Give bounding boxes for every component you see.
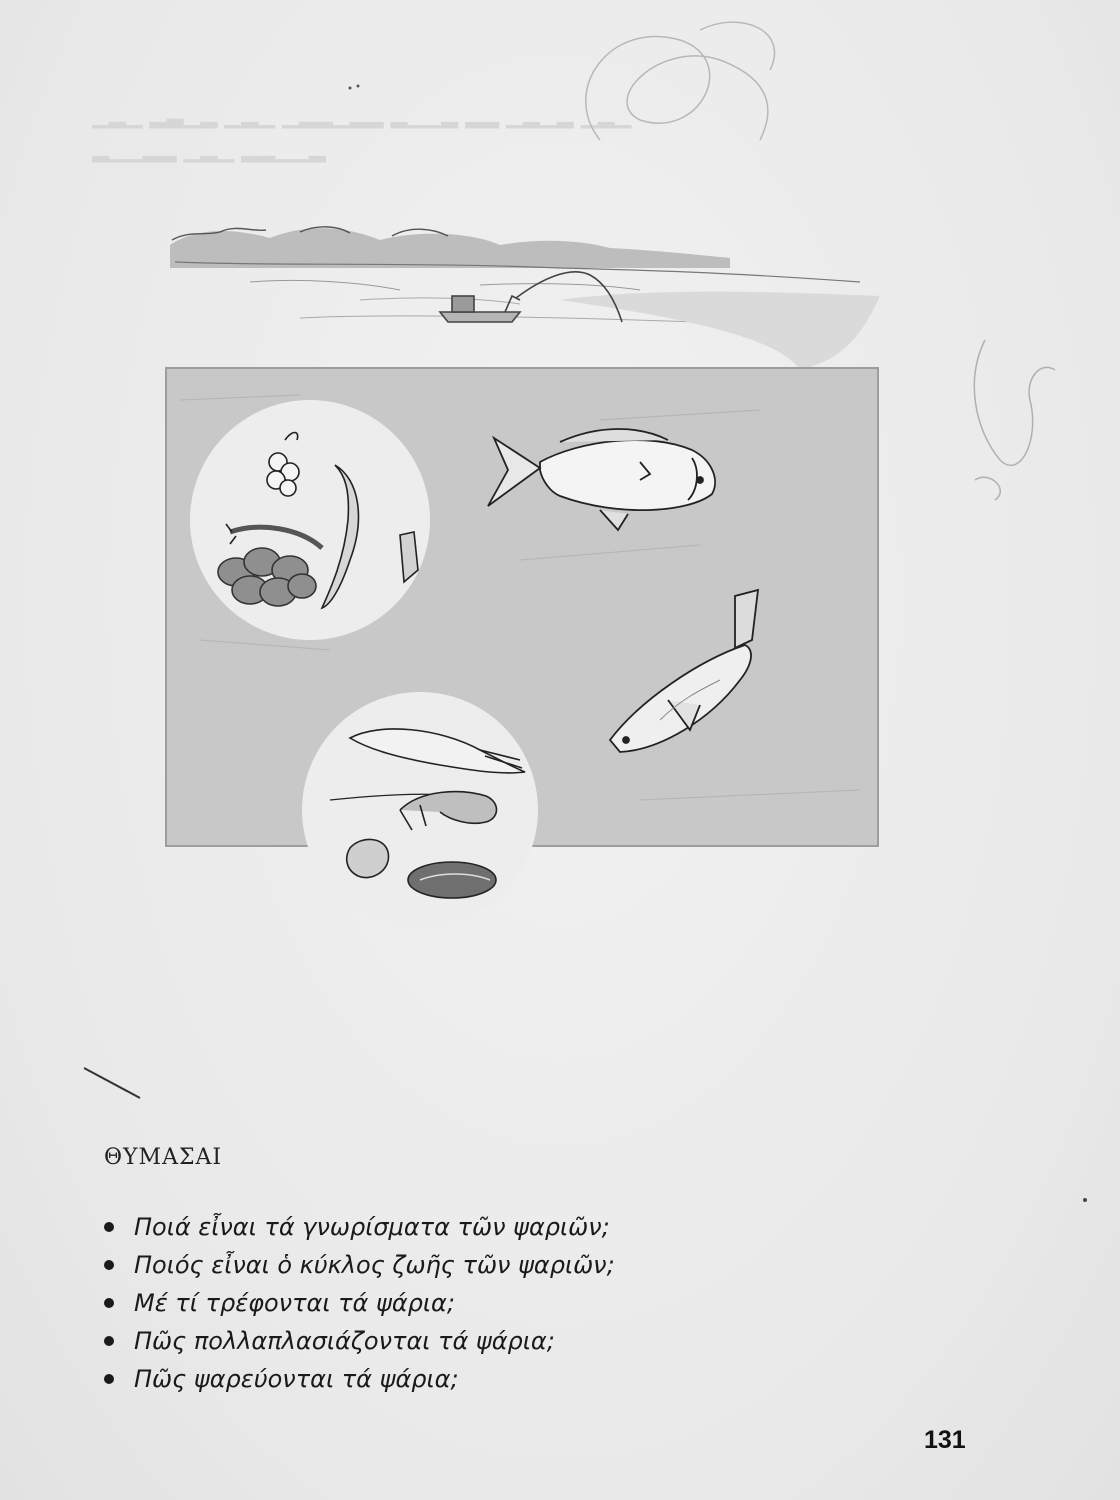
food-circle-upper <box>190 400 430 640</box>
bullet-icon <box>104 1374 114 1384</box>
section-title: ΘΥΜΑΣΑΙ <box>104 1145 223 1170</box>
bullet-icon <box>104 1336 114 1346</box>
shoreline-landscape <box>170 227 880 370</box>
page-number: 131 <box>924 1426 966 1454</box>
question-text: Πῶς πολλαπλασιάζονται τά ψάρια; <box>134 1327 555 1355</box>
show-through-text: ▁▂▁ ▂▃▁▂ ▁▂▁ ▁▂▂▁▂▂ ▂▁▁▂ ▂▂ ▁▂▁▂ ▁▂▁ ▂▁▁▂▂ ▁▂▁ ▂▂▁▁▂ <box>92 104 632 163</box>
pencil-scribble-top <box>586 22 775 140</box>
question-text: Μέ τί τρέφονται τά ψάρια; <box>134 1289 455 1317</box>
question-text: Πῶς ψαρεύονται τά ψάρια; <box>134 1365 459 1393</box>
bullet-icon <box>104 1298 114 1308</box>
pencil-scribble-right <box>974 340 1055 500</box>
list-item <box>104 1208 615 1246</box>
review-questions-list <box>104 1208 615 1398</box>
list-item <box>104 1322 615 1360</box>
bullet-icon <box>104 1222 114 1232</box>
list-item <box>104 1246 615 1284</box>
bullet-icon <box>104 1260 114 1270</box>
list-item <box>104 1360 615 1398</box>
question-text: Ποιός εἶναι ὁ κύκλος ζωῆς τῶν ψαριῶν; <box>134 1251 615 1279</box>
pencil-stroke <box>84 1068 140 1098</box>
list-item <box>104 1284 615 1322</box>
question-text: Ποιά εἶναι τά γνωρίσματα τῶν ψαριῶν; <box>134 1213 610 1241</box>
